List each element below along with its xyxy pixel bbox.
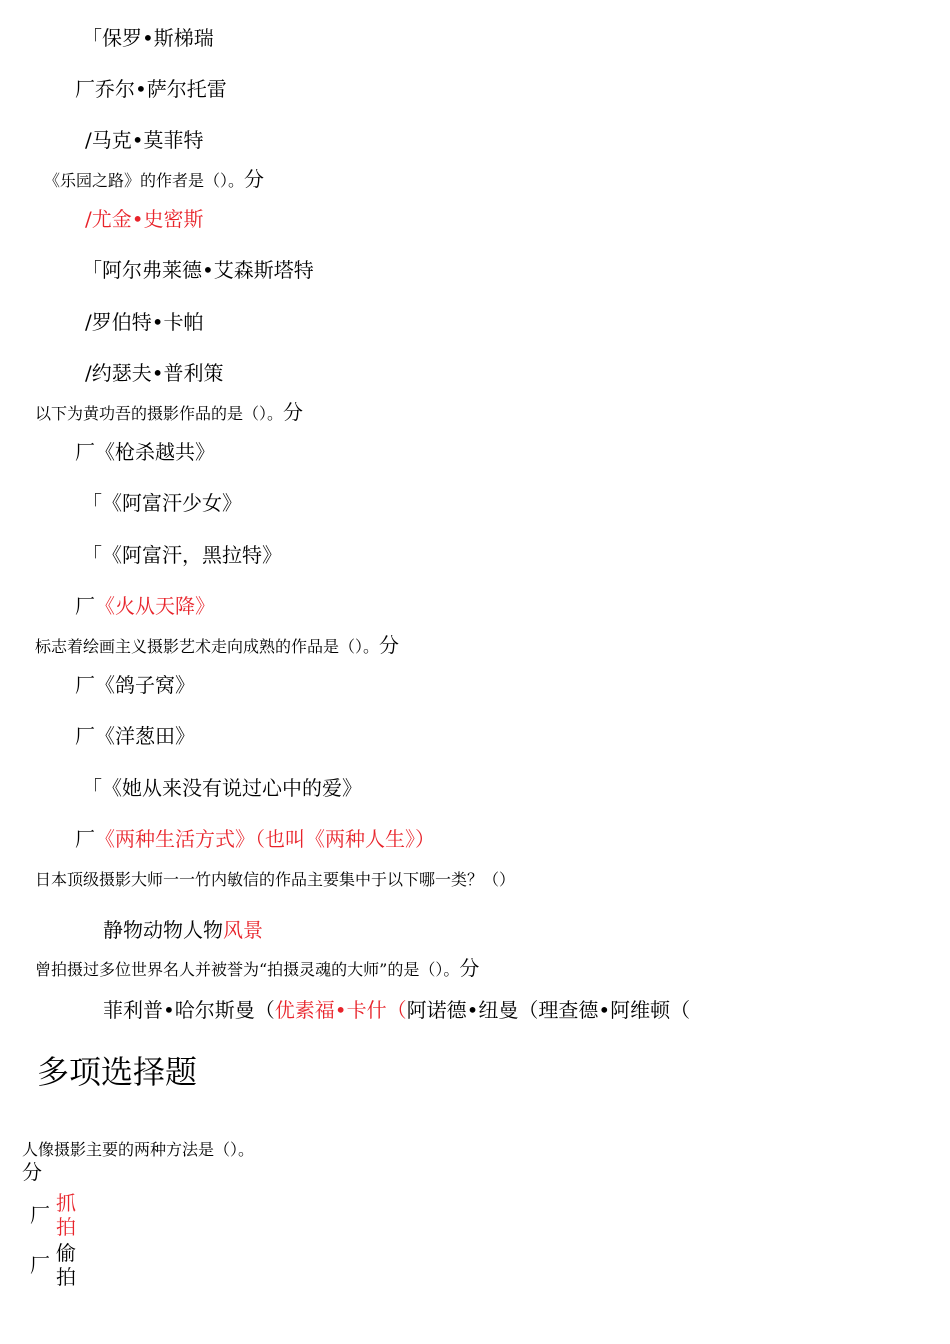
question-text: 标志着绘画主义摄影艺术走向成熟的作品是（）。 [35, 637, 380, 656]
option-b[interactable]: 优素福•卡什（ [274, 998, 407, 1022]
option-label: 抓拍 [56, 1191, 76, 1239]
option-label: 罗伯特•卡帕 [91, 310, 204, 334]
option-label: 《两种生活方式》（也叫《两种人生》） [95, 827, 435, 851]
option-q3-c[interactable] [82, 778, 362, 798]
options-q5[interactable] [103, 1000, 690, 1020]
option-label: 尤金•史密斯 [91, 207, 204, 231]
question-points: 分 [459, 956, 480, 980]
option-label: 《洋葱田》 [95, 724, 195, 748]
option-label: 《她从来没有说过心中的爱》 [102, 776, 362, 800]
options-plain: 静物动物人物 [103, 918, 223, 942]
question-q1 [44, 169, 264, 189]
option-a[interactable]: 菲利普•哈尔斯曼（ [103, 998, 275, 1022]
question-points: 分 [379, 633, 400, 657]
options-q4[interactable] [103, 920, 263, 940]
option-d[interactable]: 理查德•阿维顿（ [538, 998, 691, 1022]
option-q3-a[interactable] [75, 675, 195, 695]
option-marker[interactable]: 厂 [75, 673, 95, 697]
option-marker[interactable]: 「 [82, 491, 102, 515]
question-points: 分 [283, 400, 304, 424]
option-marker[interactable]: 「 [82, 258, 102, 282]
option-marker[interactable]: 「 [82, 776, 102, 800]
option-marker[interactable]: 厂 [75, 440, 95, 464]
option-q3-d[interactable] [75, 829, 435, 849]
question-points: 分 [244, 167, 265, 191]
option-marker[interactable]: 「 [82, 26, 102, 50]
option-marker[interactable]: 厂 [75, 724, 95, 748]
question-q3 [35, 635, 399, 655]
option-label: 《阿富汗少女》 [102, 491, 242, 515]
section-heading: 多项选择题 [37, 1053, 198, 1091]
option-marker[interactable]: / [85, 128, 92, 152]
option-mq1-a[interactable] [30, 1191, 90, 1239]
option-q2-a[interactable] [75, 442, 215, 462]
question-q2 [35, 402, 303, 422]
option-answer: 风景 [223, 918, 263, 942]
question-q4 [35, 872, 515, 888]
option-q3-b[interactable] [75, 726, 195, 746]
option-q2-c[interactable] [82, 545, 282, 565]
question-points: 分 [22, 1160, 42, 1184]
option-q1-d[interactable] [85, 363, 224, 383]
option-q2-b[interactable] [82, 493, 242, 513]
option-q1-c[interactable] [85, 312, 204, 332]
option-label: 马克•莫菲特 [91, 128, 204, 152]
option-marker[interactable]: 厂 [75, 594, 95, 618]
option-label: 《枪杀越共》 [95, 440, 215, 464]
option-label: 《火从天降》 [95, 594, 215, 618]
option-q2-d[interactable] [75, 596, 215, 616]
option-marker[interactable]: 厂 [30, 1253, 50, 1277]
option-marker[interactable]: 厂 [75, 827, 95, 851]
option-q0-c[interactable] [85, 130, 204, 150]
question-text: 日本顶级摄影大师一一竹内敏信的作品主要集中于以下哪一类？（） [35, 870, 516, 889]
option-mq1-b[interactable] [30, 1241, 90, 1289]
question-text: 以下为黄功吾的摄影作品的是（）。 [35, 404, 284, 423]
option-marker[interactable]: / [85, 361, 92, 385]
option-label: 约瑟夫•普利策 [91, 361, 224, 385]
option-q1-a[interactable] [85, 209, 204, 229]
option-label: 《阿富汗，黑拉特》 [102, 543, 282, 567]
option-q0-b[interactable] [75, 79, 227, 99]
option-c[interactable]: 阿诺德•纽曼（ [406, 998, 539, 1022]
option-marker[interactable]: 厂 [30, 1203, 50, 1227]
option-label: 偷拍 [56, 1241, 76, 1289]
question-text: 《乐园之路》的作者是（）。 [44, 171, 245, 190]
question-q5 [35, 958, 479, 978]
question-mq1-points-line [22, 1162, 42, 1182]
option-marker[interactable]: / [85, 207, 92, 231]
question-mq1 [22, 1142, 254, 1158]
option-marker[interactable]: 「 [82, 543, 102, 567]
question-text: 人像摄影主要的两种方法是（）。 [22, 1140, 255, 1159]
option-label: 乔尔•萨尔托雷 [95, 77, 227, 101]
option-label: 《鸽子窝》 [95, 673, 195, 697]
option-q1-b[interactable] [82, 260, 314, 280]
option-label: 阿尔弗莱德•艾森斯塔特 [102, 258, 314, 282]
option-q0-a[interactable] [82, 28, 214, 48]
question-text: 曾拍摄过多位世界名人并被誉为“拍摄灵魂的大师”的是（）。 [35, 960, 460, 979]
option-marker[interactable]: / [85, 310, 92, 334]
option-label: 保罗•斯梯瑞 [102, 26, 214, 50]
option-marker[interactable]: 厂 [75, 77, 95, 101]
